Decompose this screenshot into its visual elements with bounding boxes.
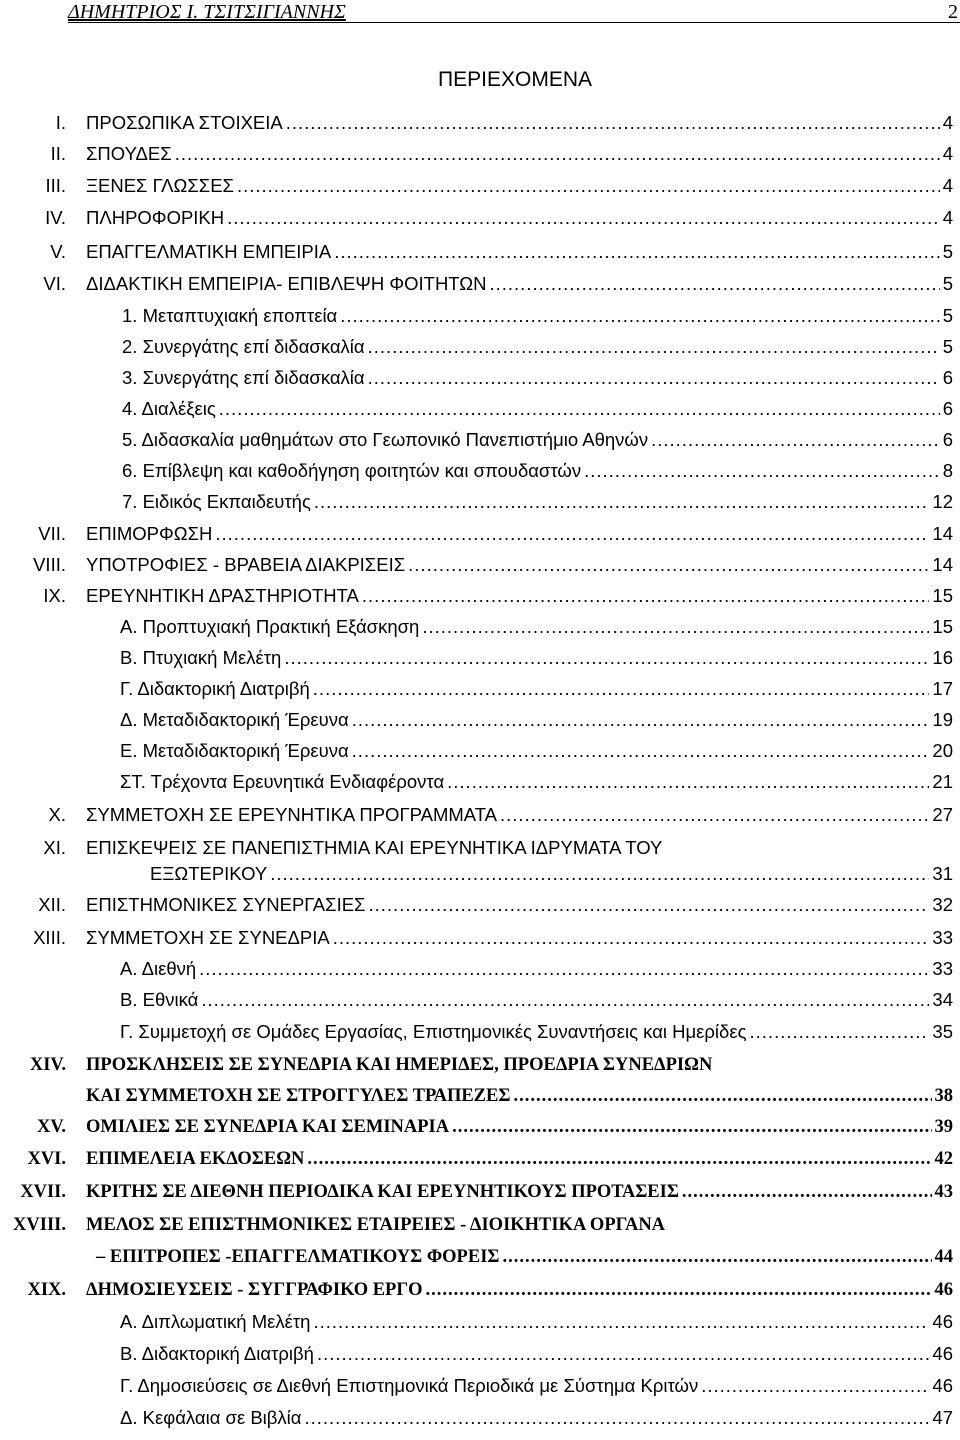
toc-entry-text: ΕΠΑΓΓΕΛΜΑΤΙΚΗ ΕΜΠΕΙΡΙΑ [86,241,332,262]
dot-leader [317,1339,929,1369]
toc-entry[interactable] [120,767,953,797]
toc-entry-number: XVI. [27,1149,66,1169]
toc-entry[interactable] [86,923,953,953]
dot-leader [284,643,929,673]
toc-entry-text: 4. Διαλέξεις [122,398,216,419]
dot-leader [750,1017,930,1047]
toc-page-number: 44 [934,1247,953,1267]
toc-page-number: 42 [934,1149,953,1169]
toc-entry-number: XVIII. [13,1215,66,1235]
toc-page-number: 6 [942,429,953,450]
toc-entry-number: XIV. [29,1055,66,1075]
toc-page-number: 46 [932,1375,953,1396]
dot-leader [215,519,929,549]
toc-entry[interactable] [86,519,953,549]
toc-entry[interactable] [86,203,953,233]
toc-page-number: 38 [934,1086,953,1106]
toc-entry-number: VI. [43,273,66,294]
dot-leader [651,425,940,455]
toc-entry-number: IX. [43,585,66,606]
toc-entry-text: Α. Διπλωματική Μελέτη [120,1311,311,1332]
toc-page-number: 46 [932,1311,953,1332]
toc-entry[interactable] [86,800,953,830]
toc-entry-number: XII. [38,894,66,915]
toc-entry-text: ΟΜΙΛΙΕΣ ΣΕ ΣΥΝΕΔΡΙΑ ΚΑΙ ΣΕΜΙΝΑΡΙΑ [86,1117,450,1137]
toc-entry-text: Γ. Δημοσιεύσεις σε Διεθνή Επιστημονικά Περιοδικά με Σύστημα Κριτών [120,1375,699,1396]
toc-page-number: 19 [932,709,953,730]
toc-page-number: 20 [932,740,953,761]
toc-entry[interactable] [86,237,953,267]
toc-page-number: 35 [932,1021,953,1042]
toc-page-number: 21 [932,771,953,792]
toc-entry[interactable] [86,1081,953,1111]
toc-page-number: 4 [942,143,953,164]
toc-entry-number: VIII. [33,554,66,575]
toc-entry-text: Β. Πτυχιακή Μελέτη [120,647,282,668]
toc-entry-text: ΕΡΕΥΝΗΤΙΚΗ ΔΡΑΣΤΗΡΙΟΤΗΤΑ [86,585,359,606]
toc-page-number: 6 [942,398,953,419]
header-author: ΔΗΜΗΤΡΙΟΣ Ι. ΤΣΙΤΣΙΓΙΑΝΝΗΣ [68,1,346,23]
toc-entry-text[interactable]: ΕΠΙΣΚΕΨΕΙΣ ΣΕ ΠΑΝΕΠΙΣΤΗΜΙΑ ΚΑΙ ΕΡΕΥΝΗΤΙΚΑ ΙΔΡΥΜΑΤΑ ΤΟΥ [86,837,663,858]
toc-page-number: 5 [942,305,953,326]
toc-entry-text: Γ. Διδακτορική Διατριβή [120,678,310,699]
toc-entry-number: V. [50,241,66,262]
toc-page-number: 12 [932,491,953,512]
toc-entry-text: Δ. Κεφάλαια σε Βιβλία [120,1407,302,1428]
dot-leader [584,456,940,486]
toc-entry-number: II. [50,143,66,164]
toc-page-number: 46 [934,1280,953,1300]
toc-entry[interactable] [86,890,953,920]
toc-entry[interactable] [120,612,953,642]
dot-leader [313,1307,929,1337]
dot-leader [426,1275,932,1305]
dot-leader [422,612,929,642]
dot-leader [352,705,930,735]
toc-page-number: 16 [932,647,953,668]
toc-entry-number: III. [45,175,66,196]
toc-page-number: 8 [942,460,953,481]
toc-entry-text: 2. Συνεργάτης επί διδασκαλία [122,336,365,357]
toc-page-number: 5 [942,241,953,262]
dot-leader [408,550,929,580]
dot-leader [447,767,929,797]
dot-leader [513,1081,931,1111]
toc-entry[interactable] [86,269,953,299]
toc-entry-text: ΕΠΙΜΟΡΦΩΣΗ [86,523,213,544]
toc-entry-number: IV. [45,207,66,228]
toc-entry-text: ΥΠΟΤΡΟΦΙΕΣ - ΒΡΑΒΕΙΑ ΔΙΑΚΡΙΣΕΙΣ [86,554,406,575]
toc-entry-text: 5. Διδασκαλία μαθημάτων στο Γεωπονικό Πανεπιστήμιο Αθηνών [122,429,649,450]
toc-entry-text: ΕΞΩΤΕΡΙΚΟΥ [150,863,268,884]
dot-leader [362,581,930,611]
dot-leader [313,674,930,704]
toc-entry-text: ΕΠΙΣΤΗΜΟΝΙΚΕΣ ΣΥΝΕΡΓΑΣΙΕΣ [86,894,366,915]
toc-entry-number: X. [48,804,66,825]
toc-entry-text: 6. Επίβλεψη και καθοδήγηση φοιτητών και σπουδαστών [122,460,582,481]
toc-page-number: 33 [932,958,953,979]
dot-leader [270,859,929,889]
toc-entry[interactable] [120,1339,953,1369]
dot-leader [368,363,940,393]
toc-entry[interactable] [86,108,953,138]
toc-entry-text: ΚΑΙ ΣΥΜΜΕΤΟΧΗ ΣΕ ΣΤΡΟΓΓΥΛΕΣ ΤΡΑΠΕΖΕΣ [86,1086,511,1106]
toc-entry-text: ΣΤ. Τρέχοντα Ερευνητικά Ενδιαφέροντα [120,771,445,792]
toc-entry-text[interactable]: ΜΕΛΟΣ ΣΕ ΕΠΙΣΤΗΜΟΝΙΚΕΣ ΕΤΑΙΡΕΙΕΣ - ΔΙΟΙΚΗΤΙΚΑ ΟΡΓΑΝΑ [86,1215,666,1235]
toc-entry[interactable] [86,1112,953,1142]
toc-entry-text: ΞΕΝΕΣ ΓΛΩΣΣΕΣ [86,175,234,196]
page-title: ΠΕΡΙΕΧΟΜΕΝΑ [437,68,593,91]
dot-leader [340,301,939,331]
toc-page-number: 5 [942,273,953,294]
dot-leader [199,954,929,984]
toc-entry-number: VII. [38,523,66,544]
dot-leader [503,1242,932,1272]
toc-entry[interactable] [86,550,953,580]
dot-leader [201,985,929,1015]
toc-entry-text: Ε. Μεταδιδακτορική Έρευνα [120,740,349,761]
toc-page-number: 43 [934,1182,953,1202]
toc-page-number: 14 [932,554,953,575]
toc-entry-text: Α. Προπτυχιακή Πρακτική Εξάσκηση [120,616,420,637]
toc-entry[interactable] [120,643,953,673]
toc-entry-number: XIX. [27,1280,66,1300]
toc-entry[interactable] [120,736,953,766]
toc-entry-text[interactable]: ΠΡΟΣΚΛΗΣΕΙΣ ΣΕ ΣΥΝΕΔΡΙΑ ΚΑΙ ΗΜΕΡΙΔΕΣ, ΠΡΟΕΔΡΙΑ ΣΥΝΕΔΡΙΩΝ [86,1055,713,1075]
toc-page-number: 47 [932,1407,953,1428]
toc-entry-number: I. [55,112,66,133]
dot-leader [227,203,940,233]
dot-leader [369,890,930,920]
toc-entry-text: ΣΠΟΥΔΕΣ [86,143,172,164]
toc-page-number: 27 [932,804,953,825]
toc-entry-text: ΕΠΙΜΕΛΕΙΑ ΕΚΔΟΣΕΩΝ [86,1149,305,1169]
toc-entry[interactable] [150,859,953,889]
header-page-number: 2 [948,1,958,23]
toc-page-number: 46 [932,1343,953,1364]
toc-entry-text: ΣΥΜΜΕΤΟΧΗ ΣΕ ΣΥΝΕΔΡΙΑ [86,927,330,948]
toc-page-number: 4 [942,175,953,196]
toc-entry-text: 7. Ειδικός Εκπαιδευτής [122,491,311,512]
toc-entry[interactable] [86,1177,953,1207]
toc-entry-number: XV. [37,1117,66,1137]
toc-entry[interactable] [122,301,953,331]
toc-page-number: 17 [932,678,953,699]
dot-leader [286,108,940,138]
dot-leader [452,1112,931,1142]
toc-entry-text: ΣΥΜΜΕΤΟΧΗ ΣΕ ΕΡΕΥΝΗΤΙΚΑ ΠΡΟΓΡΑΜΜΑΤΑ [86,804,498,825]
toc-page-number: 15 [932,616,953,637]
toc-entry-text: Γ. Συμμετοχή σε Ομάδες Εργασίας, Επιστημονικές Συναντήσεις και Ημερίδες [120,1021,747,1042]
toc-entry[interactable] [122,425,953,455]
toc-page-number: 4 [942,112,953,133]
toc-entry[interactable] [120,1307,953,1337]
toc-entry[interactable] [122,456,953,486]
toc-entry-text: Β. Εθνικά [120,989,199,1010]
toc-entry[interactable] [120,1017,953,1047]
dot-leader [368,332,940,362]
toc-entry[interactable] [86,1144,953,1174]
toc-entry-text: ΠΡΟΣΩΠΙΚΑ ΣΤΟΙΧΕΙΑ [86,112,283,133]
toc-page-number: 5 [942,336,953,357]
dot-leader [333,923,930,953]
toc-entry-text: ΚΡΙΤΗΣ ΣΕ ΔΙΕΘΝΗ ΠΕΡΙΟΔΙΚΑ ΚΑΙ ΕΡΕΥΝΗΤΙΚΟΥΣ ΠΡΟΤΑΣΕΙΣ [86,1182,679,1202]
toc-entry-text: Α. Διεθνή [120,958,197,979]
toc-page-number: 6 [942,367,953,388]
dot-leader [237,171,940,201]
toc-page-number: 34 [932,989,953,1010]
toc-page-number: 14 [932,523,953,544]
toc-entry-number: XI. [43,837,66,858]
toc-entry[interactable] [120,705,953,735]
toc-entry-text: 3. Συνεργάτης επί διδασκαλία [122,367,365,388]
toc-entry[interactable] [122,394,953,424]
dot-leader [682,1177,932,1207]
toc-entry[interactable] [86,139,953,169]
toc-entry-number: XIII. [33,927,66,948]
dot-leader [489,269,939,299]
dot-leader [304,1403,929,1433]
toc-entry[interactable] [120,985,953,1015]
toc-page-number: 39 [934,1117,953,1137]
toc-entry-text: ΠΛΗΡΟΦΟΡΙΚΗ [86,207,225,228]
toc-entry[interactable] [86,581,953,611]
dot-leader [307,1144,931,1174]
toc-page-number: 32 [932,894,953,915]
toc-entry[interactable] [86,1275,953,1305]
toc-entry-text: 1. Μεταπτυχιακή εποπτεία [122,305,338,326]
toc-page-number: 15 [932,585,953,606]
toc-entry-text: Β. Διδακτορική Διατριβή [120,1343,314,1364]
toc-page-number: 31 [932,863,953,884]
dot-leader [500,800,929,830]
dot-leader [175,139,940,169]
toc-entry[interactable] [120,674,953,704]
toc-entry-text: – ΕΠΙΤΡΟΠΕΣ -ΕΠΑΓΓΕΛΜΑΤΙΚΟΥΣ ΦΟΡΕΙΣ [96,1247,500,1267]
dot-leader [352,736,930,766]
toc-entry[interactable] [86,171,953,201]
toc-entry[interactable] [120,1371,953,1401]
toc-page-number: 33 [932,927,953,948]
toc-entry-text: ΔΙΔΑΚΤΙΚΗ ΕΜΠΕΙΡΙΑ- ΕΠΙΒΛΕΨΗ ΦΟΙΤΗΤΩΝ [86,273,487,294]
toc-entry[interactable] [122,487,953,517]
dot-leader [219,394,940,424]
dot-leader [334,237,940,267]
toc-entry[interactable] [96,1242,953,1272]
toc-entry[interactable] [122,363,953,393]
toc-entry-number: XVII. [20,1182,66,1202]
toc-page-number: 4 [942,207,953,228]
toc-entry[interactable] [120,954,953,984]
toc-entry[interactable] [122,332,953,362]
dot-leader [314,487,930,517]
toc-entry[interactable] [120,1403,953,1433]
toc-entry-text: Δ. Μεταδιδακτορική Έρευνα [120,709,349,730]
dot-leader [701,1371,929,1401]
toc-entry-text: ΔΗΜΟΣΙΕΥΣΕΙΣ - ΣΥΓΓΡΑΦΙΚΟ ΕΡΓΟ [86,1280,423,1300]
